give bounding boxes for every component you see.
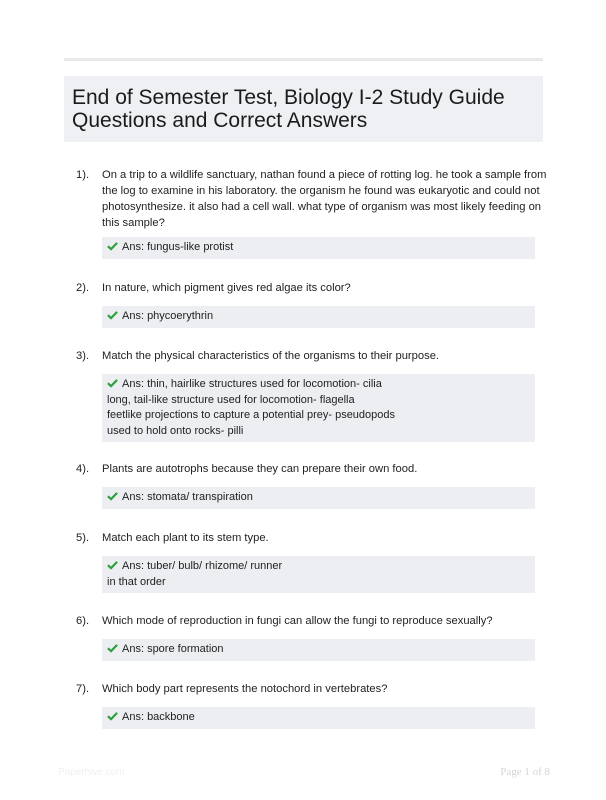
question-text [102, 613, 536, 629]
page-indicator: Page 1 of 8 [500, 766, 550, 778]
answer-box-5 [102, 556, 535, 593]
question-number: 3). [76, 350, 90, 362]
title-line-1: End of Semester Test, Biology I-2 Study Guide [72, 86, 505, 109]
check-icon [107, 560, 118, 570]
answer-box-6 [102, 639, 535, 661]
answer-line: Ans: fungus-like protist [107, 240, 531, 256]
check-icon [107, 310, 118, 320]
question-number: 4). [76, 463, 90, 475]
check-icon [107, 491, 118, 501]
answer-line: long, tail-like structure used for locomotion- flagella [107, 393, 355, 406]
answer-box-3 [102, 374, 535, 442]
question-number: 7). [76, 683, 90, 695]
question-number: 6). [76, 615, 90, 627]
question-text [102, 530, 536, 546]
question-line: photosynthesize. it also had a cell wall. what type of organism was most likely feeding on [102, 201, 542, 213]
answer-box-1 [102, 237, 535, 259]
question-line: Which mode of reproduction in fungi can allow the fungi to reproduce sexually? [102, 615, 493, 627]
answer-line: feetlike projections to capture a potential prey- pseudopods [107, 409, 396, 421]
answer-box-4 [102, 487, 535, 509]
answer-line: used to hold onto rocks- pilli [107, 424, 244, 437]
question-text [102, 681, 536, 697]
question-line: Which body part represents the notochord in vertebrates? [102, 683, 388, 695]
question-number: 5). [76, 532, 90, 544]
answer-box-7 [102, 707, 535, 729]
title-line-2: Questions and Correct Answers [72, 109, 368, 132]
footer-site: Paperhive.com [58, 767, 125, 778]
question-text [102, 167, 547, 231]
top-divider [64, 58, 543, 61]
check-icon [107, 241, 118, 251]
question-line: Match the physical characteristics of the organisms to their purpose. [102, 350, 440, 362]
question-line: Plants are autotrophs because they can prepare their own food. [102, 463, 418, 475]
answer-box-2 [102, 306, 535, 328]
question-line: the log to examine in his laboratory. the organism he found was eukaryotic and could not [102, 185, 540, 197]
check-icon [107, 643, 118, 653]
page-title [64, 76, 543, 142]
answer-line: Ans: spore formation [107, 642, 531, 658]
check-icon [107, 378, 118, 388]
question-text [102, 461, 536, 477]
question-text [102, 280, 536, 296]
check-icon [107, 711, 118, 721]
question-line: On a trip to a wildlife sanctuary, nathan found a piece of rotting log. he took a sample from [102, 169, 547, 181]
question-number: 2). [76, 282, 90, 294]
question-line: In nature, which pigment gives red algae its color? [102, 282, 351, 294]
answer-line: Ans: tuber/ bulb/ rhizome/ runner [107, 559, 531, 575]
question-number: 1). [76, 169, 90, 181]
answer-line: Ans: stomata/ transpiration [107, 490, 531, 506]
answer-line: Ans: backbone [107, 710, 531, 726]
answer-line: Ans: phycoerythrin [107, 309, 531, 325]
answer-line: Ans: thin, hairlike structures used for locomotion- cilia [107, 377, 531, 393]
answer-line: in that order [107, 575, 166, 588]
question-text [102, 348, 536, 364]
question-line: this sample? [102, 217, 165, 229]
question-line: Match each plant to its stem type. [102, 532, 269, 544]
